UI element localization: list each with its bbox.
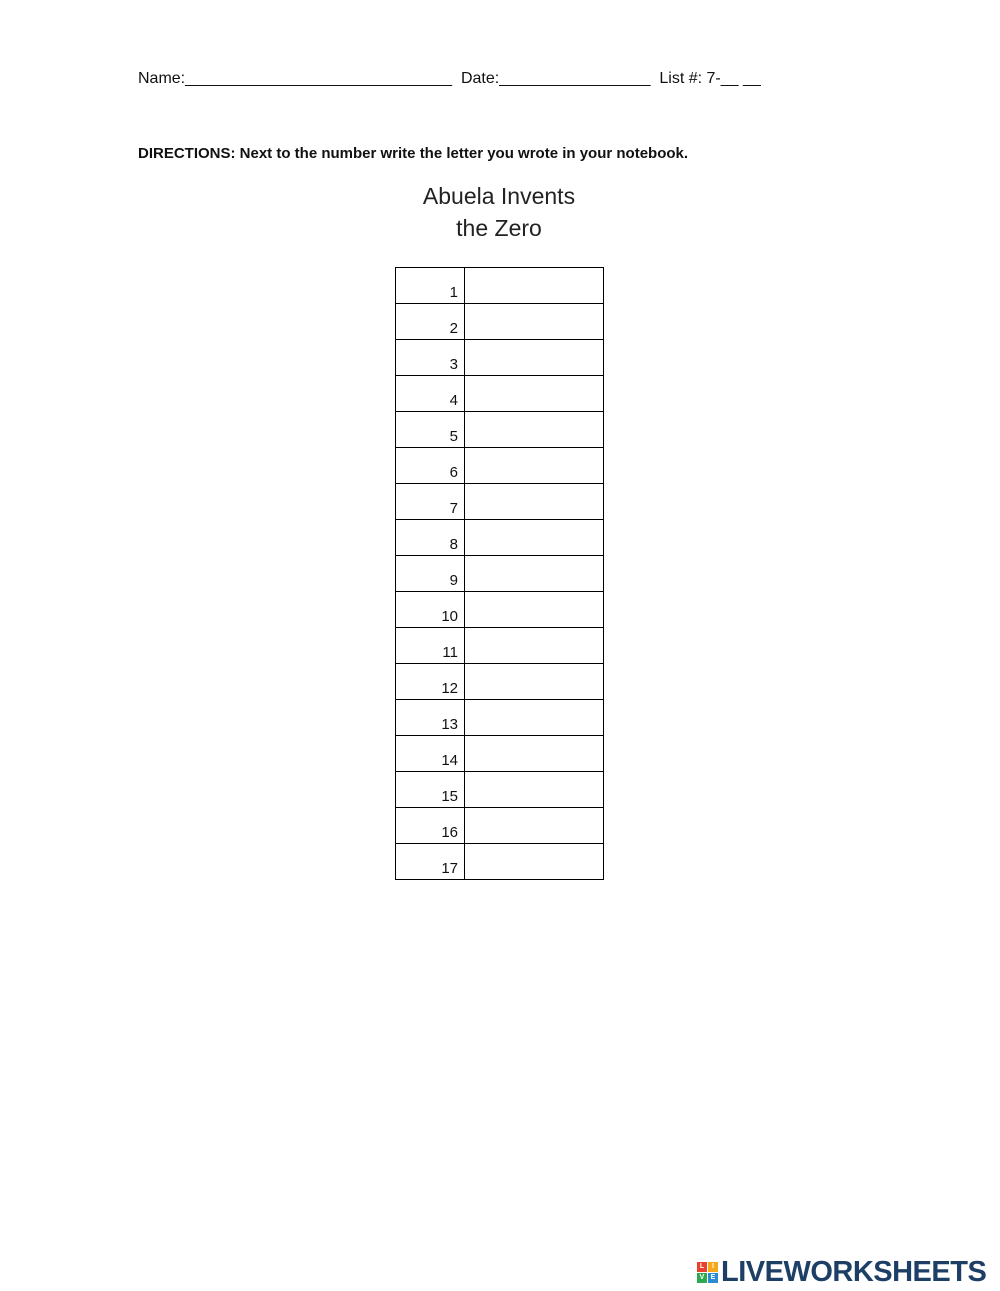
answer-cell[interactable] [465,736,604,772]
answer-cell[interactable] [465,520,604,556]
directions-text: DIRECTIONS: Next to the number write the letter you wrote in your notebook. [138,145,689,162]
answer-table [395,267,604,880]
answer-cell[interactable] [465,664,604,700]
question-number: 1 [396,268,465,304]
question-number: 8 [396,520,465,556]
table-row [396,520,604,556]
answer-cell[interactable] [465,412,604,448]
table-row [396,628,604,664]
liveworksheets-logo [697,1256,986,1289]
question-number: 2 [396,304,465,340]
table-row [396,268,604,304]
answer-cell[interactable] [465,772,604,808]
table-row [396,736,604,772]
logo-mark-letter: E [708,1273,718,1283]
question-number: 15 [396,772,465,808]
answer-cell[interactable] [465,844,604,880]
question-number: 11 [396,628,465,664]
table-row [396,448,604,484]
table-row [396,556,604,592]
answer-cell[interactable] [465,304,604,340]
question-number: 5 [396,412,465,448]
worksheet-title [300,180,698,244]
title-line-2: the Zero [456,215,542,241]
table-row [396,304,604,340]
question-number: 6 [396,448,465,484]
answer-cell[interactable] [465,484,604,520]
logo-mark-letter: V [697,1273,707,1283]
answer-cell[interactable] [465,700,604,736]
table-row [396,700,604,736]
table-row [396,664,604,700]
table-row [396,772,604,808]
question-number: 9 [396,556,465,592]
table-row [396,808,604,844]
answer-cell[interactable] [465,448,604,484]
answer-cell[interactable] [465,808,604,844]
table-row [396,592,604,628]
question-number: 4 [396,376,465,412]
logo-mark-icon [697,1262,718,1283]
logo-text: LIVEWORKSHEETS [721,1256,987,1288]
table-row [396,484,604,520]
question-number: 14 [396,736,465,772]
question-number: 16 [396,808,465,844]
date-field-label[interactable]: Date:_________________ [460,70,651,87]
table-row [396,844,604,880]
question-number: 13 [396,700,465,736]
answer-cell[interactable] [465,592,604,628]
answer-cell[interactable] [465,268,604,304]
table-row [396,340,604,376]
question-number: 3 [396,340,465,376]
question-number: 7 [396,484,465,520]
question-number: 10 [396,592,465,628]
table-row [396,376,604,412]
answer-cell[interactable] [465,376,604,412]
name-field-label[interactable]: Name:______________________________ [138,70,453,87]
question-number: 17 [396,844,465,880]
logo-mark-letter: I [708,1262,718,1272]
question-number: 12 [396,664,465,700]
answer-cell[interactable] [465,340,604,376]
header-line [138,70,761,88]
answer-cell[interactable] [465,556,604,592]
answer-cell[interactable] [465,628,604,664]
table-row [396,412,604,448]
title-line-1: Abuela Invents [422,183,576,209]
list-field-label[interactable]: List #: 7-__ __ [659,70,761,87]
logo-mark-letter: L [697,1262,707,1272]
